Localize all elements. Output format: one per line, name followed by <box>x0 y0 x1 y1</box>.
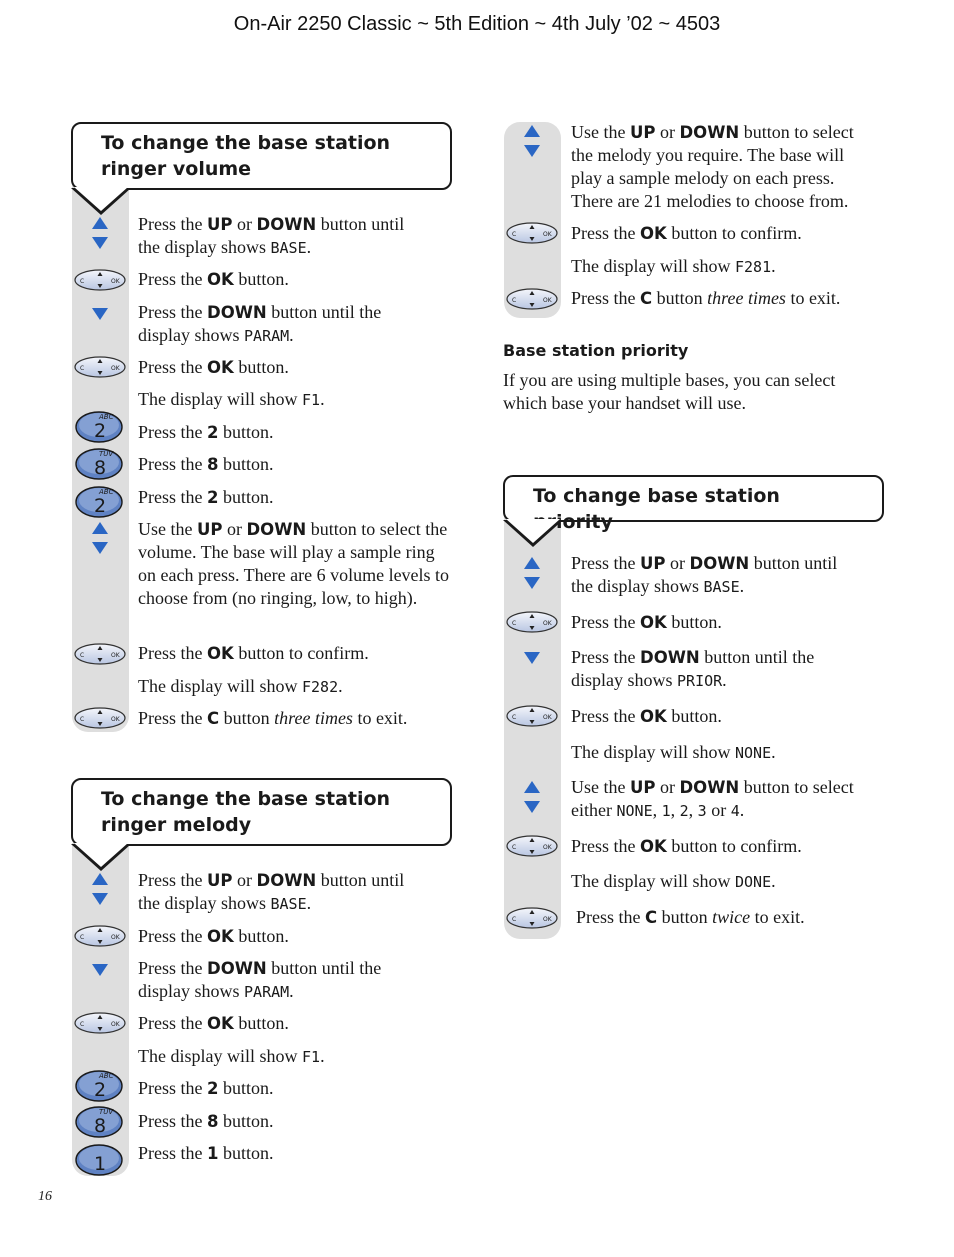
up-down-arrow-icon <box>72 216 130 248</box>
svg-text:C: C <box>80 716 85 723</box>
step-volume-7: Press the 8 button. <box>138 454 274 474</box>
step-priority-9: Press the C button twice to exit. <box>576 907 805 927</box>
svg-text:ABC: ABC <box>99 1072 114 1080</box>
step-melody-10: Press the OK button to confirm. <box>571 223 802 243</box>
svg-text:OK: OK <box>543 844 552 851</box>
step-volume-4: Press the OK button. <box>138 357 289 377</box>
svg-text:OK: OK <box>543 714 552 721</box>
svg-text:OK: OK <box>543 297 552 304</box>
step-volume-2: Press the OK button. <box>138 269 289 289</box>
c-ok-navigation-key-icon <box>504 217 562 249</box>
step-melody-3: Press the DOWN button until the display shows PARAM. <box>138 958 382 1001</box>
step-volume-12: Press the C button three times to exit. <box>138 708 408 728</box>
step-volume-11: The display will show F282. <box>138 676 343 696</box>
step-volume-10: Press the OK button to confirm. <box>138 643 369 663</box>
section-title-text: To change the base station ringer melody <box>101 788 391 836</box>
svg-text:OK: OK <box>111 934 120 941</box>
up-down-arrow-icon <box>72 521 130 553</box>
svg-text:1: 1 <box>94 1153 107 1175</box>
svg-text:OK: OK <box>543 916 552 923</box>
svg-text:OK: OK <box>543 231 552 238</box>
step-melody-11: The display will show F281. <box>571 256 776 276</box>
c-ok-navigation-key-icon <box>72 264 130 296</box>
step-melody-6: Press the 2 button. <box>138 1078 274 1098</box>
svg-text:ABC: ABC <box>99 488 114 496</box>
section-title-text: To change the base station ringer volume <box>101 132 391 180</box>
svg-text:C: C <box>512 231 517 238</box>
priority-heading: Base station priority <box>503 341 689 360</box>
key-8-tuv-icon <box>72 1102 130 1137</box>
key-8-tuv-icon <box>72 444 130 479</box>
down-arrow-icon <box>72 302 130 334</box>
up-down-arrow-icon <box>504 780 562 812</box>
down-arrow-icon <box>72 958 130 990</box>
c-ok-navigation-key-icon <box>72 638 130 670</box>
svg-text:OK: OK <box>111 365 120 372</box>
step-melody-9: Use the UP or DOWN button to select the melody you require. The base will play a sample melody on each press. There are 21 melodies to choose from. <box>571 122 854 211</box>
c-ok-navigation-key-icon <box>72 920 130 952</box>
svg-text:C: C <box>512 916 517 923</box>
page-number: 16 <box>38 1189 52 1204</box>
section-title-ringer-volume <box>71 122 452 190</box>
step-melody-1: Press the UP or DOWN button until the display shows BASE. <box>138 870 405 913</box>
up-down-arrow-icon <box>72 872 130 904</box>
svg-text:OK: OK <box>111 1021 120 1028</box>
c-ok-navigation-key-icon <box>504 606 562 638</box>
svg-text:TUV: TUV <box>99 1108 114 1116</box>
c-ok-navigation-key-icon <box>504 902 562 934</box>
key-1-icon <box>72 1140 130 1175</box>
step-priority-2: Press the OK button. <box>571 612 722 632</box>
svg-text:OK: OK <box>111 716 120 723</box>
step-melody-12: Press the C button three times to exit. <box>571 288 841 308</box>
down-arrow-icon <box>504 646 562 678</box>
step-volume-3: Press the DOWN button until the display shows PARAM. <box>138 302 382 345</box>
svg-text:C: C <box>512 844 517 851</box>
step-melody-8: Press the 1 button. <box>138 1143 274 1163</box>
c-ok-navigation-key-icon <box>504 700 562 732</box>
svg-text:C: C <box>80 934 85 941</box>
step-volume-6: Press the 2 button. <box>138 422 274 442</box>
svg-text:2: 2 <box>94 495 107 517</box>
up-down-arrow-icon <box>504 124 562 156</box>
key-2-abc-icon <box>72 407 130 442</box>
c-ok-navigation-key-icon <box>72 351 130 383</box>
svg-text:C: C <box>80 365 85 372</box>
svg-text:ABC: ABC <box>99 413 114 421</box>
svg-text:2: 2 <box>94 420 107 442</box>
step-priority-8: The display will show DONE. <box>571 871 776 891</box>
step-melody-7: Press the 8 button. <box>138 1111 274 1131</box>
step-volume-1: Press the UP or DOWN button until the display shows BASE. <box>138 214 405 257</box>
svg-text:C: C <box>80 1021 85 1028</box>
step-priority-6: Use the UP or DOWN button to select either NONE, 1, 2, 3 or 4. <box>571 777 854 820</box>
svg-text:OK: OK <box>111 652 120 659</box>
section-title-change-priority <box>503 475 884 533</box>
step-priority-7: Press the OK button to confirm. <box>571 836 802 856</box>
svg-text:C: C <box>80 278 85 285</box>
step-melody-2: Press the OK button. <box>138 926 289 946</box>
key-2-abc-icon <box>72 482 130 517</box>
c-ok-navigation-key-icon <box>72 702 130 734</box>
up-down-arrow-icon <box>504 556 562 588</box>
svg-text:8: 8 <box>94 457 107 479</box>
svg-text:C: C <box>512 620 517 627</box>
section-title-ringer-melody <box>71 778 452 846</box>
step-priority-1: Press the UP or DOWN button until the display shows BASE. <box>571 553 838 596</box>
step-volume-5: The display will show F1. <box>138 389 325 409</box>
svg-text:OK: OK <box>111 278 120 285</box>
step-melody-4: Press the OK button. <box>138 1013 289 1033</box>
c-ok-navigation-key-icon <box>504 830 562 862</box>
step-priority-5: The display will show NONE. <box>571 742 776 762</box>
step-melody-5: The display will show F1. <box>138 1046 325 1066</box>
c-ok-navigation-key-icon <box>72 1007 130 1039</box>
svg-text:8: 8 <box>94 1115 107 1137</box>
key-2-abc-icon <box>72 1066 130 1101</box>
svg-text:C: C <box>512 297 517 304</box>
page-header: On-Air 2250 Classic ~ 5th Edition ~ 4th July ’02 ~ 4503 <box>233 13 721 35</box>
svg-text:2: 2 <box>94 1079 107 1101</box>
step-volume-9: Use the UP or DOWN button to select the volume. The base will play a sample ring on each press. There are 6 volume levels to choose from (no ringing, low, to high). <box>138 519 450 608</box>
svg-text:OK: OK <box>543 620 552 627</box>
section-title-text: To change base station priority <box>533 485 780 533</box>
step-volume-8: Press the 2 button. <box>138 487 274 507</box>
svg-text:TUV: TUV <box>99 450 114 458</box>
step-priority-3: Press the DOWN button until the display shows PRIOR. <box>571 647 815 690</box>
svg-text:C: C <box>80 652 85 659</box>
step-priority-4: Press the OK button. <box>571 706 722 726</box>
priority-intro-text: If you are using multiple bases, you can select which base your handset will use. <box>503 370 836 413</box>
c-ok-navigation-key-icon <box>504 283 562 315</box>
svg-text:C: C <box>512 714 517 721</box>
